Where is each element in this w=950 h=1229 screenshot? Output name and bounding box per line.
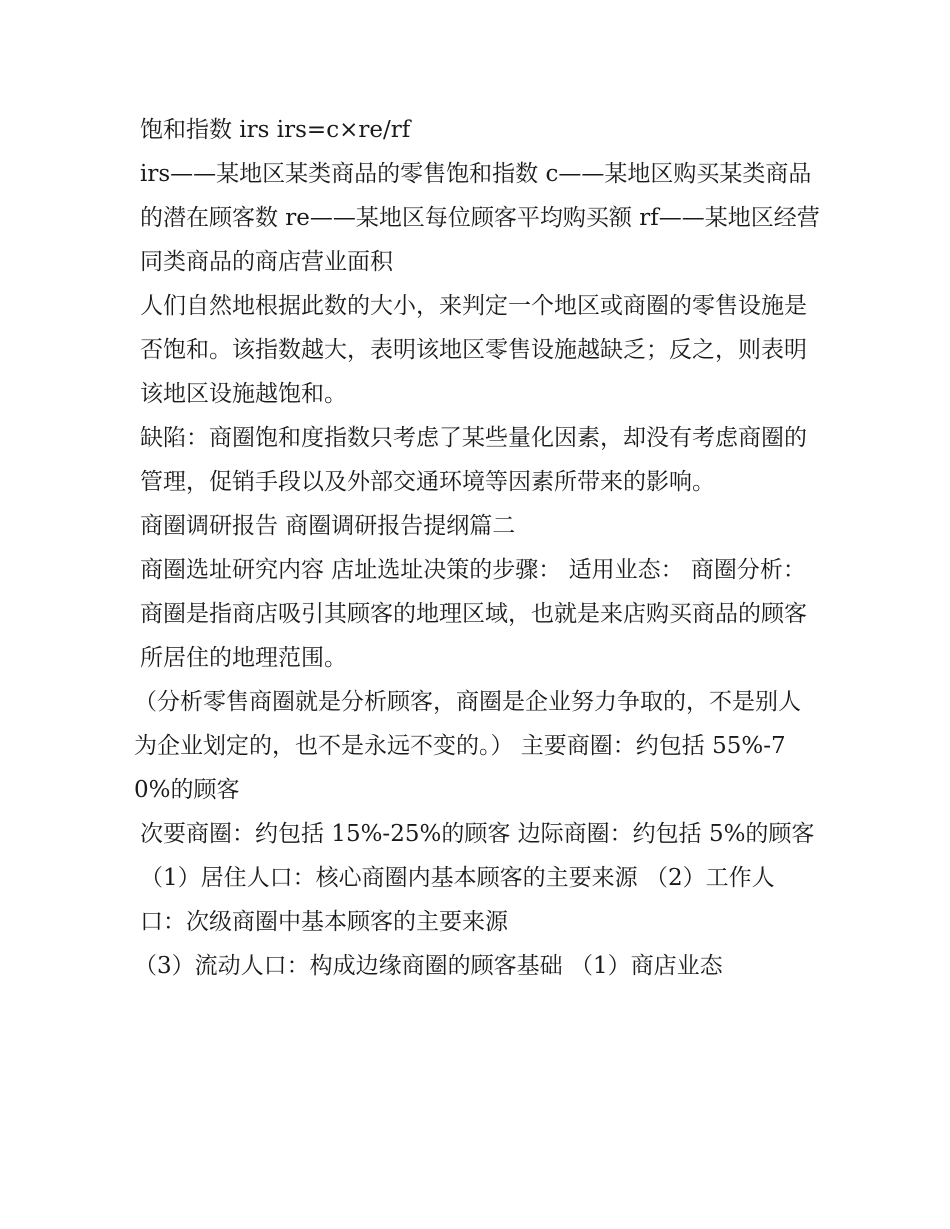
paragraph-defects: 缺陷：商圈饱和度指数只考虑了某些量化因素，却没有考虑商圈的管理，促销手段以及外部交通环境等因素所带来的影响。 bbox=[140, 425, 807, 495]
paragraph-primary-trade-area: （分析零售商圈就是分析顾客，商圈是企业努力争取的，不是别人为企业划定的，也不是永远不变的。） 主要商圈：约包括 55%-70%的顾客 bbox=[134, 689, 801, 803]
paragraph-formula-definitions: irs——某地区某类商品的零售饱和指数 c——某地区购买某类商品的潜在顾客数 re——某地区每位顾客平均购买额 rf——某地区经营同类商品的商店营业面积 bbox=[140, 161, 820, 275]
paragraph-site-selection: 商圈选址研究内容 店址选址决策的步骤： 适用业态： 商圈分析： 商圈是指商店吸引其顾客的地理区域，也就是来店购买商品的顾客所居住的地理范围。 bbox=[140, 557, 814, 671]
paragraph-floating-population: （3）流动人口：构成边缘商圈的顾客基础 （1）商店业态 bbox=[134, 953, 723, 979]
paragraph-secondary-trade-area: 次要商圈：约包括 15%-25%的顾客 边际商圈：约包括 5%的顾客 （1）居住人口：核心商圈内基本顾客的主要来源 （2）工作人口：次级商圈中基本顾客的主要来源 bbox=[140, 821, 822, 935]
document-page bbox=[134, 108, 822, 988]
paragraph-saturation-formula: 饱和指数 irs irs=c×re/rf bbox=[140, 117, 411, 143]
paragraph-saturation-meaning: 人们自然地根据此数的大小，来判定一个地区或商圈的零售设施是否饱和。该指数越大，表明该地区零售设施越缺乏；反之，则表明该地区设施越饱和。 bbox=[140, 293, 807, 407]
paragraph-section-heading: 商圈调研报告 商圈调研报告提纲篇二 bbox=[140, 513, 516, 539]
